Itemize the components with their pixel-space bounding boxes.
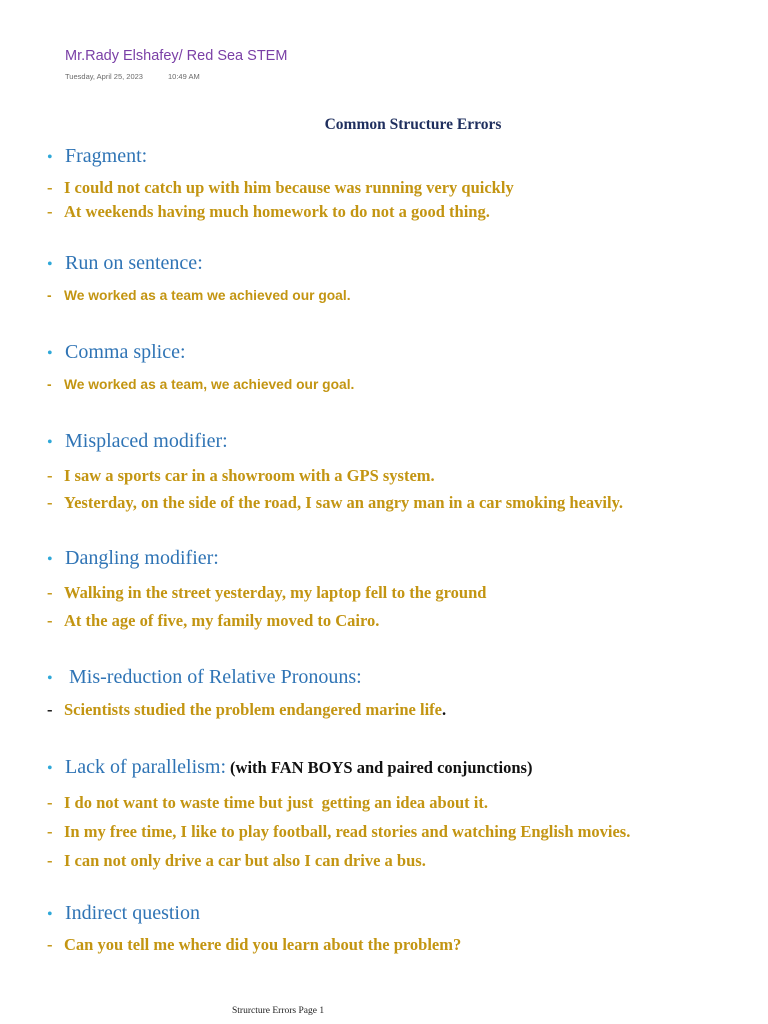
item-text: Scientists studied the problem endangered marine life bbox=[64, 700, 442, 719]
item-text: Yesterday, on the side of the road, I saw an angry man in a car smoking heavily. bbox=[64, 493, 624, 512]
dash-icon: - bbox=[47, 583, 53, 602]
list-item bbox=[47, 286, 762, 306]
list-item bbox=[47, 375, 762, 395]
date: Tuesday, April 25, 2023 bbox=[65, 72, 143, 81]
item-text: At weekends having much homework to do not a good thing. bbox=[64, 202, 490, 221]
section-run-on bbox=[47, 250, 762, 306]
dash-icon: - bbox=[47, 700, 53, 719]
section-heading bbox=[47, 339, 762, 367]
heading-text: Dangling modifier: bbox=[65, 547, 219, 569]
heading-note: (with FAN BOYS and paired conjunctions) bbox=[230, 758, 533, 777]
list-item bbox=[47, 846, 762, 875]
bullet-icon: • bbox=[47, 551, 53, 568]
bullet-icon: • bbox=[47, 345, 53, 362]
heading-text: Comma splice: bbox=[65, 341, 186, 363]
item-text: Can you tell me where did you learn about the problem? bbox=[64, 935, 462, 954]
dash-icon: - bbox=[47, 822, 53, 841]
dash-icon: - bbox=[47, 493, 53, 512]
section-dangling-modifier bbox=[47, 545, 762, 635]
dash-icon: - bbox=[47, 611, 53, 630]
list-item bbox=[47, 788, 762, 817]
bullet-icon: • bbox=[47, 256, 53, 273]
item-text: I do not want to waste time but just getting an idea about it. bbox=[64, 793, 488, 812]
item-text: I saw a sports car in a showroom with a GPS system. bbox=[64, 466, 435, 485]
section-heading bbox=[47, 428, 762, 456]
item-period: . bbox=[441, 700, 447, 719]
list-item bbox=[47, 698, 762, 722]
list-item bbox=[47, 607, 762, 635]
heading-text: Misplaced modifier: bbox=[65, 430, 228, 452]
dash-icon: - bbox=[47, 288, 52, 303]
list-item bbox=[47, 489, 762, 516]
section-heading bbox=[47, 545, 762, 573]
list-item bbox=[47, 579, 762, 607]
list-item bbox=[47, 817, 762, 846]
item-text: I can not only drive a car but also I can drive a bus. bbox=[64, 851, 426, 870]
section-comma-splice bbox=[47, 339, 762, 395]
section-heading bbox=[47, 250, 762, 278]
item-text: In my free time, I like to play football, read stories and watching English movies. bbox=[64, 822, 631, 841]
section-mis-reduction bbox=[47, 664, 762, 722]
item-text: We worked as a team, we achieved our goal. bbox=[64, 377, 355, 392]
dash-icon: - bbox=[47, 377, 52, 392]
bullet-icon: • bbox=[47, 760, 53, 777]
dash-icon: - bbox=[47, 793, 53, 812]
heading-text: Lack of parallelism: bbox=[65, 756, 227, 778]
dash-icon: - bbox=[47, 466, 53, 485]
page-title: Common Structure Errors bbox=[324, 116, 502, 133]
heading-text: Mis-reduction of Relative Pronouns: bbox=[69, 666, 362, 688]
list-item bbox=[47, 933, 762, 957]
list-item bbox=[47, 176, 762, 200]
dash-icon: - bbox=[47, 935, 53, 954]
section-heading bbox=[47, 143, 762, 171]
list-item bbox=[47, 462, 762, 489]
item-text: Walking in the street yesterday, my laptop fell to the ground bbox=[64, 583, 487, 602]
heading-text: Run on sentence: bbox=[65, 252, 203, 274]
dash-icon: - bbox=[47, 202, 53, 221]
item-text: At the age of five, my family moved to Cairo. bbox=[64, 611, 380, 630]
list-item bbox=[47, 200, 762, 224]
section-heading bbox=[47, 754, 762, 782]
bullet-icon: • bbox=[47, 670, 53, 687]
bullet-icon: • bbox=[47, 906, 53, 923]
section-parallelism bbox=[47, 754, 762, 875]
heading-text: Fragment: bbox=[65, 145, 148, 167]
section-heading bbox=[47, 900, 762, 928]
page-footer: Strurcture Errors Page 1 bbox=[232, 1006, 325, 1016]
author: Mr.Rady Elshafey/ Red Sea STEM bbox=[65, 48, 288, 64]
item-text: We worked as a team we achieved our goal. bbox=[64, 288, 351, 303]
section-misplaced-modifier bbox=[47, 428, 762, 516]
heading-text: Indirect question bbox=[65, 902, 200, 924]
item-text: I could not catch up with him because was running very quickly bbox=[64, 178, 514, 197]
section-fragment bbox=[47, 143, 762, 224]
time: 10:49 AM bbox=[168, 72, 200, 81]
dash-icon: - bbox=[47, 178, 53, 197]
section-heading bbox=[47, 664, 762, 692]
bullet-icon: • bbox=[47, 149, 53, 166]
dash-icon: - bbox=[47, 851, 53, 870]
bullet-icon: • bbox=[47, 434, 53, 451]
section-indirect-question bbox=[47, 900, 762, 957]
